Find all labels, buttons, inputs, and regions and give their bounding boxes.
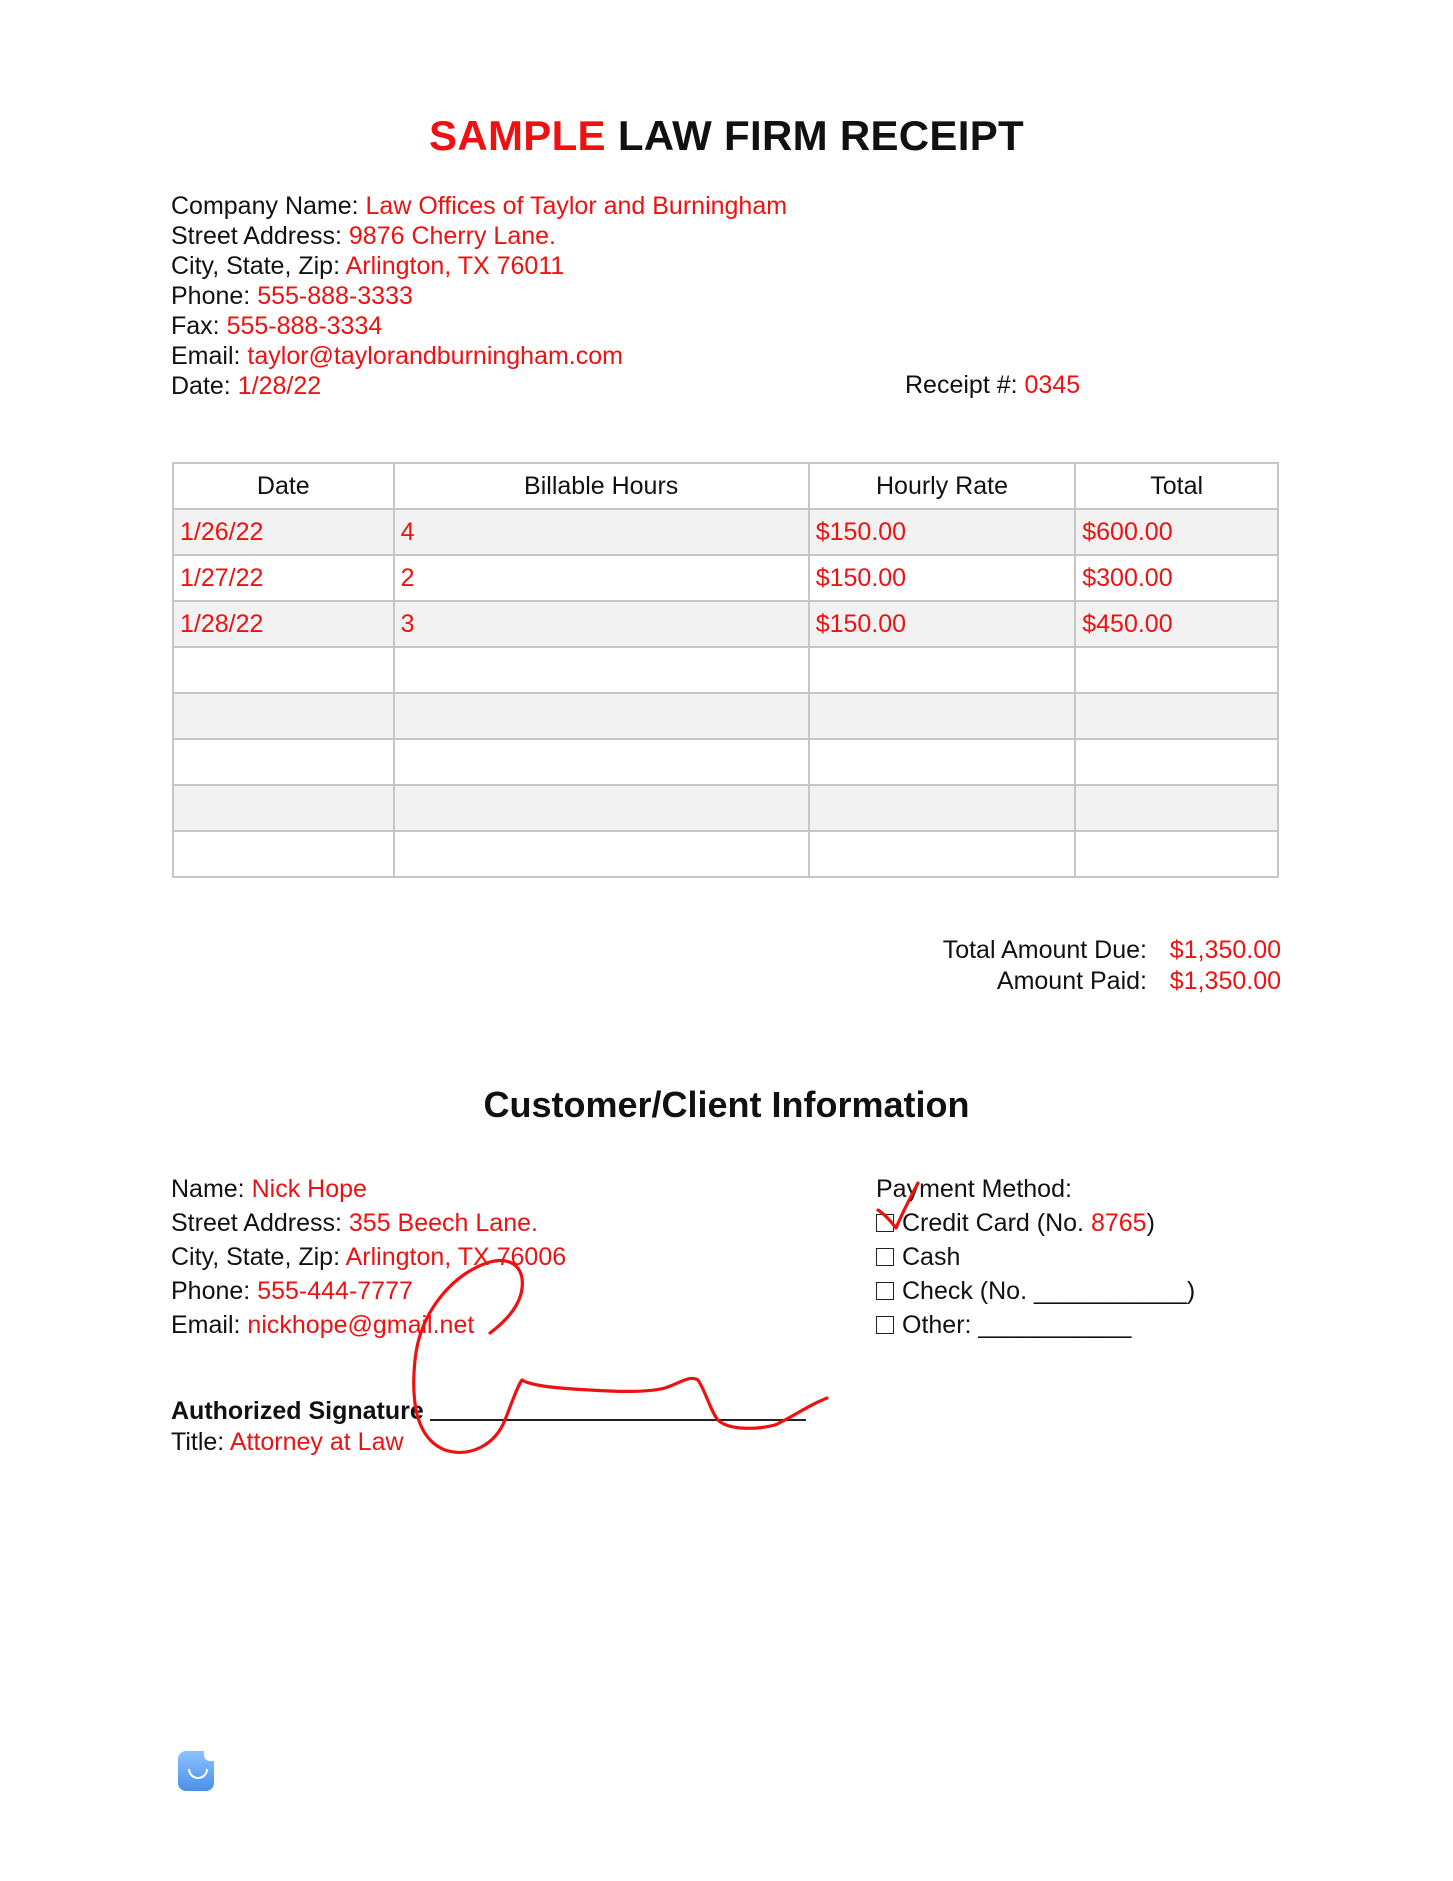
- cell-hours: [394, 647, 809, 693]
- credit-card-suffix: ): [1146, 1209, 1155, 1237]
- company-phone-value: 555-888-3333: [257, 282, 413, 310]
- amount-paid-line: [943, 966, 1281, 997]
- cell-total: [1075, 739, 1278, 785]
- signer-title-value: Attorney at Law: [229, 1428, 404, 1456]
- cell-total: $450.00: [1075, 601, 1278, 647]
- cell-hours: [394, 739, 809, 785]
- client-email-line: [171, 1308, 566, 1342]
- client-city-line: [171, 1240, 566, 1274]
- cell-rate: [809, 739, 1076, 785]
- cell-total: [1075, 785, 1278, 831]
- company-fax-line: [171, 311, 787, 341]
- company-name-line: [171, 191, 787, 221]
- other-checkbox[interactable]: [876, 1316, 894, 1334]
- credit-card-checkbox[interactable]: [876, 1214, 894, 1232]
- field-label: Phone:: [171, 282, 251, 310]
- field-label: Phone:: [171, 1277, 251, 1305]
- table-header-row: [173, 463, 1278, 509]
- field-label: Company Name:: [171, 192, 359, 220]
- cell-total: $300.00: [1075, 555, 1278, 601]
- table-row: [173, 509, 1278, 555]
- company-info: [171, 191, 787, 401]
- table-row: [173, 831, 1278, 877]
- cell-hours: 4: [394, 509, 809, 555]
- table-row: [173, 785, 1278, 831]
- cell-hours: [394, 785, 809, 831]
- total-due-value: $1,350.00: [1169, 936, 1281, 964]
- cell-rate: [809, 647, 1076, 693]
- cell-total: [1075, 647, 1278, 693]
- header-total: Total: [1075, 463, 1278, 509]
- company-phone-line: [171, 281, 787, 311]
- cell-rate: [809, 693, 1076, 739]
- other-label: Other: ___________: [902, 1311, 1132, 1339]
- cell-total: $600.00: [1075, 509, 1278, 555]
- cell-hours: [394, 831, 809, 877]
- cell-rate: $150.00: [809, 601, 1076, 647]
- cell-date: 1/28/22: [173, 601, 394, 647]
- client-email-value: nickhope@gmail.net: [247, 1311, 475, 1339]
- header-hourly-rate: Hourly Rate: [809, 463, 1076, 509]
- cell-hours: 2: [394, 555, 809, 601]
- company-address-value: 9876 Cherry Lane.: [348, 222, 556, 250]
- field-label: Fax:: [171, 312, 220, 340]
- company-email-value: taylor@taylorandburningham.com: [247, 342, 623, 370]
- field-label: Street Address:: [171, 222, 342, 250]
- payment-option-cash: [876, 1240, 1195, 1274]
- cell-date: 1/26/22: [173, 509, 394, 555]
- company-fax-value: 555-888-3334: [226, 312, 383, 340]
- cell-date: 1/27/22: [173, 555, 394, 601]
- credit-card-label: Credit Card (No.: [902, 1209, 1084, 1237]
- field-label: City, State, Zip:: [171, 1243, 341, 1271]
- payment-option-other: [876, 1308, 1195, 1342]
- table-row: [173, 693, 1278, 739]
- client-phone-line: [171, 1274, 566, 1308]
- totals-block: [943, 935, 1281, 997]
- field-label: Date:: [171, 372, 231, 400]
- header-date: Date: [173, 463, 394, 509]
- cell-date: [173, 647, 394, 693]
- cell-date: [173, 831, 394, 877]
- amount-paid-value: $1,350.00: [1169, 967, 1281, 995]
- cell-date: [173, 739, 394, 785]
- client-name-value: Nick Hope: [251, 1175, 367, 1203]
- title-prefix: SAMPLE: [429, 112, 606, 159]
- signature-block: [171, 1396, 806, 1458]
- payment-option-check: [876, 1274, 1195, 1308]
- signature-field[interactable]: [430, 1397, 806, 1421]
- cell-rate: $150.00: [809, 509, 1076, 555]
- company-city-value: Arlington, TX 76011: [345, 252, 565, 280]
- field-label: Name:: [171, 1175, 245, 1203]
- field-label: Email:: [171, 342, 241, 370]
- check-checkbox[interactable]: [876, 1282, 894, 1300]
- receipt-number-label: Receipt #:: [905, 371, 1018, 399]
- payment-method: [876, 1172, 1195, 1342]
- billing-table: [172, 462, 1279, 878]
- company-city-line: [171, 251, 787, 281]
- table-row: [173, 647, 1278, 693]
- title-rest: LAW FIRM RECEIPT: [617, 112, 1024, 159]
- table-row: [173, 555, 1278, 601]
- check-label: Check (No. ___________): [902, 1277, 1196, 1305]
- total-due-line: [943, 935, 1281, 966]
- receipt-number-value: 0345: [1024, 371, 1081, 399]
- header-billable-hours: Billable Hours: [394, 463, 809, 509]
- field-label: Email:: [171, 1311, 241, 1339]
- total-due-label: Total Amount Due:: [942, 936, 1147, 964]
- cell-date: [173, 785, 394, 831]
- client-address-line: [171, 1206, 566, 1240]
- cell-hours: [394, 693, 809, 739]
- amount-paid-label: Amount Paid:: [996, 967, 1147, 995]
- cell-rate: [809, 831, 1076, 877]
- table-row: [173, 739, 1278, 785]
- signer-title-line: [171, 1427, 806, 1458]
- receipt-number: [905, 371, 1080, 400]
- receipt-date-line: [171, 371, 787, 401]
- cell-hours: 3: [394, 601, 809, 647]
- receipt-date-value: 1/28/22: [237, 372, 322, 400]
- payment-method-label: Payment Method:: [876, 1175, 1072, 1203]
- cell-date: [173, 693, 394, 739]
- signature-line: [171, 1396, 806, 1427]
- cash-checkbox[interactable]: [876, 1248, 894, 1266]
- credit-card-number: 8765: [1090, 1209, 1147, 1237]
- signer-title-label: Title:: [171, 1428, 225, 1456]
- app-logo-icon: [178, 1751, 214, 1791]
- client-section-title: Customer/Client Information: [483, 1084, 970, 1125]
- cell-total: [1075, 831, 1278, 877]
- company-name-value: Law Offices of Taylor and Burningham: [365, 192, 788, 220]
- signature-label: Authorized Signature: [171, 1397, 424, 1425]
- field-label: Street Address:: [171, 1209, 342, 1237]
- cell-rate: [809, 785, 1076, 831]
- cell-rate: $150.00: [809, 555, 1076, 601]
- field-label: City, State, Zip:: [171, 252, 341, 280]
- document-title: [0, 112, 1453, 160]
- cash-label: Cash: [902, 1243, 961, 1271]
- cell-total: [1075, 693, 1278, 739]
- company-email-line: [171, 341, 787, 371]
- client-phone-value: 555-444-7777: [257, 1277, 413, 1305]
- company-address-line: [171, 221, 787, 251]
- client-info: [171, 1172, 566, 1342]
- client-address-value: 355 Beech Lane.: [348, 1209, 538, 1237]
- table-row: [173, 601, 1278, 647]
- payment-option-credit-card: [876, 1206, 1195, 1240]
- client-city-value: Arlington, TX 76006: [345, 1243, 567, 1271]
- client-name-line: [171, 1172, 566, 1206]
